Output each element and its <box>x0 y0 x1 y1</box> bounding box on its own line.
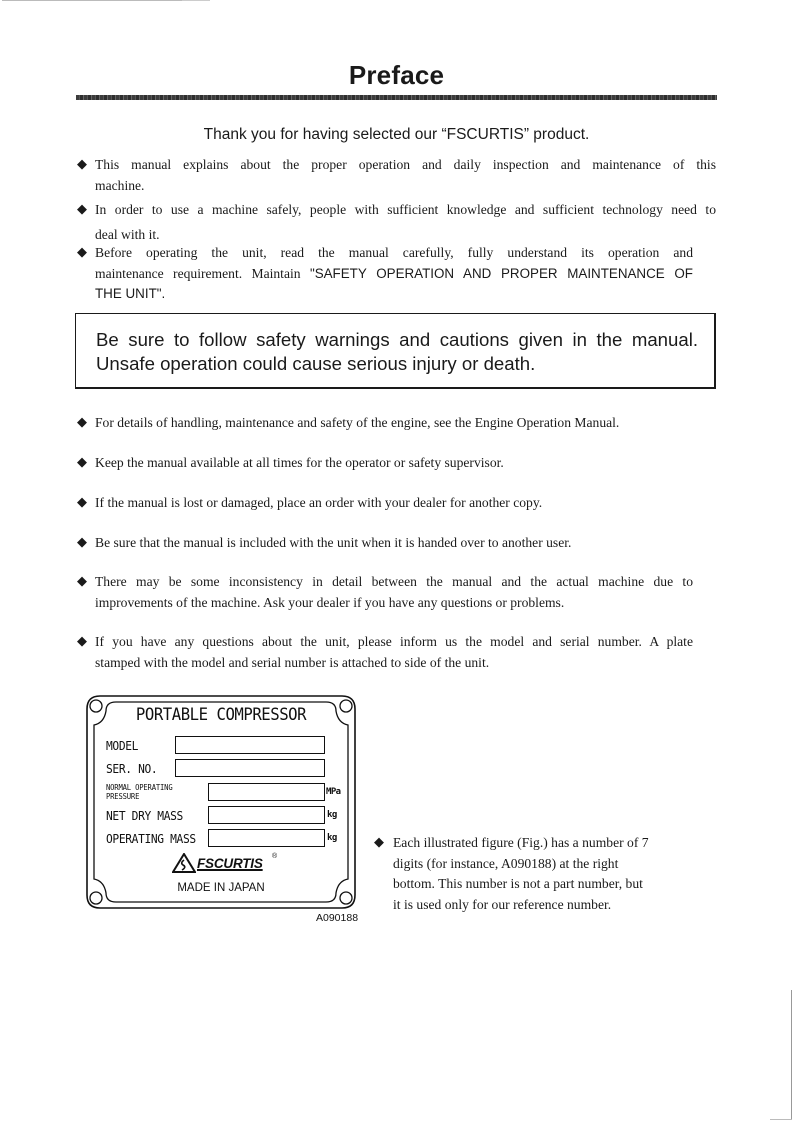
intro-bullet <box>77 155 716 196</box>
diamond-bullet-icon: ◆ <box>77 245 87 260</box>
note-line: bottom. This number is not a part number, but <box>393 876 643 891</box>
nameplate-field-model <box>175 736 325 754</box>
safety-warning-text <box>96 328 698 376</box>
note-line: Each illustrated figure (Fig.) has a number of 7 <box>393 835 649 850</box>
fscurtis-logo <box>172 853 282 875</box>
diamond-bullet-icon: ◆ <box>77 634 87 649</box>
diamond-bullet-icon: ◆ <box>77 574 87 589</box>
bullet-text: improvements of the machine. Ask your dealer if you have any questions or problems. <box>95 594 565 610</box>
made-in-japan: MADE IN JAPAN <box>177 882 265 894</box>
bullet-text: For details of handling, maintenance and safety of the engine, see the Engine Operation Manual. <box>95 415 620 430</box>
info-bullet <box>77 632 693 673</box>
nameplate-label-serial: SER. NO. <box>106 761 158 776</box>
nameplate-field-pressure <box>208 783 325 801</box>
nameplate-label-pressure-2: PRESSURE <box>106 792 140 801</box>
bullet-text: There may be some inconsistency in detail between the manual and the actual machine due to <box>95 574 693 589</box>
info-bullet <box>77 413 715 434</box>
bullet-text: stamped with the model and serial number is attached to side of the unit. <box>95 654 490 670</box>
diamond-bullet-icon: ◆ <box>77 495 87 510</box>
nameplate-outline <box>86 695 356 909</box>
diamond-bullet-icon: ◆ <box>77 535 87 550</box>
page-title: Preface <box>348 60 445 90</box>
nameplate-label-model: MODEL <box>106 738 139 753</box>
figure-number-note <box>374 833 693 915</box>
nameplate-unit-kg: kg <box>327 810 337 820</box>
info-bullet <box>77 572 693 613</box>
bullet-text: Before operating the unit, read the manual carefully, fully understand its operation and <box>95 245 693 260</box>
bullet-text: Keep the manual available at all times for the operator or safety supervisor. <box>95 455 504 470</box>
diamond-bullet-icon: ◆ <box>77 455 87 470</box>
scan-edge-artifact <box>2 0 210 1</box>
bullet-text: In order to use a machine safely, people with sufficient knowledge and sufficient technology need to <box>95 202 716 217</box>
triangle-logo-icon <box>172 853 196 873</box>
scan-edge-artifact <box>182 0 210 1</box>
safety-warning-box <box>75 313 716 389</box>
bullet-text: deal with it. <box>95 226 160 242</box>
nameplate-field-operating-mass <box>208 829 325 847</box>
bullet-text: If the manual is lost or damaged, place an order with your dealer for another copy. <box>95 495 543 510</box>
nameplate-label-net-dry-mass: NET DRY MASS <box>106 808 183 823</box>
bullet-text: If you have any questions about the unit, please inform us the model and serial number. A plate <box>95 634 693 649</box>
intro-bullet <box>77 200 716 245</box>
nameplate-label-operating-mass: OPERATING MASS <box>106 831 196 846</box>
diamond-bullet-icon: ◆ <box>77 202 87 217</box>
registered-mark: ® <box>272 853 278 860</box>
bullet-text: Be sure that the manual is included with the unit when it is handed over to another user. <box>95 535 572 550</box>
brand-name: FSCURTIS <box>197 856 263 871</box>
info-bullet <box>77 453 715 474</box>
nameplate-label-pressure-1: NORMAL OPERATING <box>106 783 173 792</box>
thank-you-line: Thank you for having selected our “FSCURTIS” product. <box>203 126 590 143</box>
info-bullet <box>77 533 715 554</box>
warning-line-2: Unsafe operation could cause serious injury or death. <box>96 353 536 374</box>
bullet-text-emphasis: THE UNIT". <box>95 286 166 301</box>
bullet-text-emphasis: "SAFETY OPERATION AND PROPER MAINTENANCE OF <box>309 265 693 281</box>
nameplate-title: PORTABLE COMPRESSOR <box>135 705 307 725</box>
diamond-bullet-icon: ◆ <box>77 157 87 172</box>
scan-edge-artifact <box>770 1119 792 1120</box>
info-bullet <box>77 493 715 514</box>
nameplate-unit-kg: kg <box>327 833 337 843</box>
scan-edge-artifact <box>791 990 792 1120</box>
warning-line-1: Be sure to follow safety warnings and cautions given in the manual. <box>96 329 698 350</box>
bullet-text-serif: maintenance requirement. Maintain <box>95 265 310 281</box>
note-line: it is used only for our reference number. <box>393 896 612 912</box>
nameplate-unit-mpa: MPa <box>326 787 341 797</box>
bullet-text: This manual explains about the proper operation and daily inspection and maintenance of this <box>95 157 716 172</box>
diamond-bullet-icon: ◆ <box>374 835 384 850</box>
title-divider <box>76 95 717 100</box>
nameplate-field-serial <box>175 759 325 777</box>
intro-bullet <box>77 243 693 305</box>
nameplate-field-net-dry-mass <box>208 806 325 824</box>
note-line: digits (for instance, A090188) at the right <box>393 855 619 871</box>
bullet-text: machine. <box>95 177 145 193</box>
diamond-bullet-icon: ◆ <box>77 415 87 430</box>
bullet-text <box>95 264 693 285</box>
nameplate-figure <box>86 695 356 909</box>
figure-number: A090188 <box>316 912 359 924</box>
